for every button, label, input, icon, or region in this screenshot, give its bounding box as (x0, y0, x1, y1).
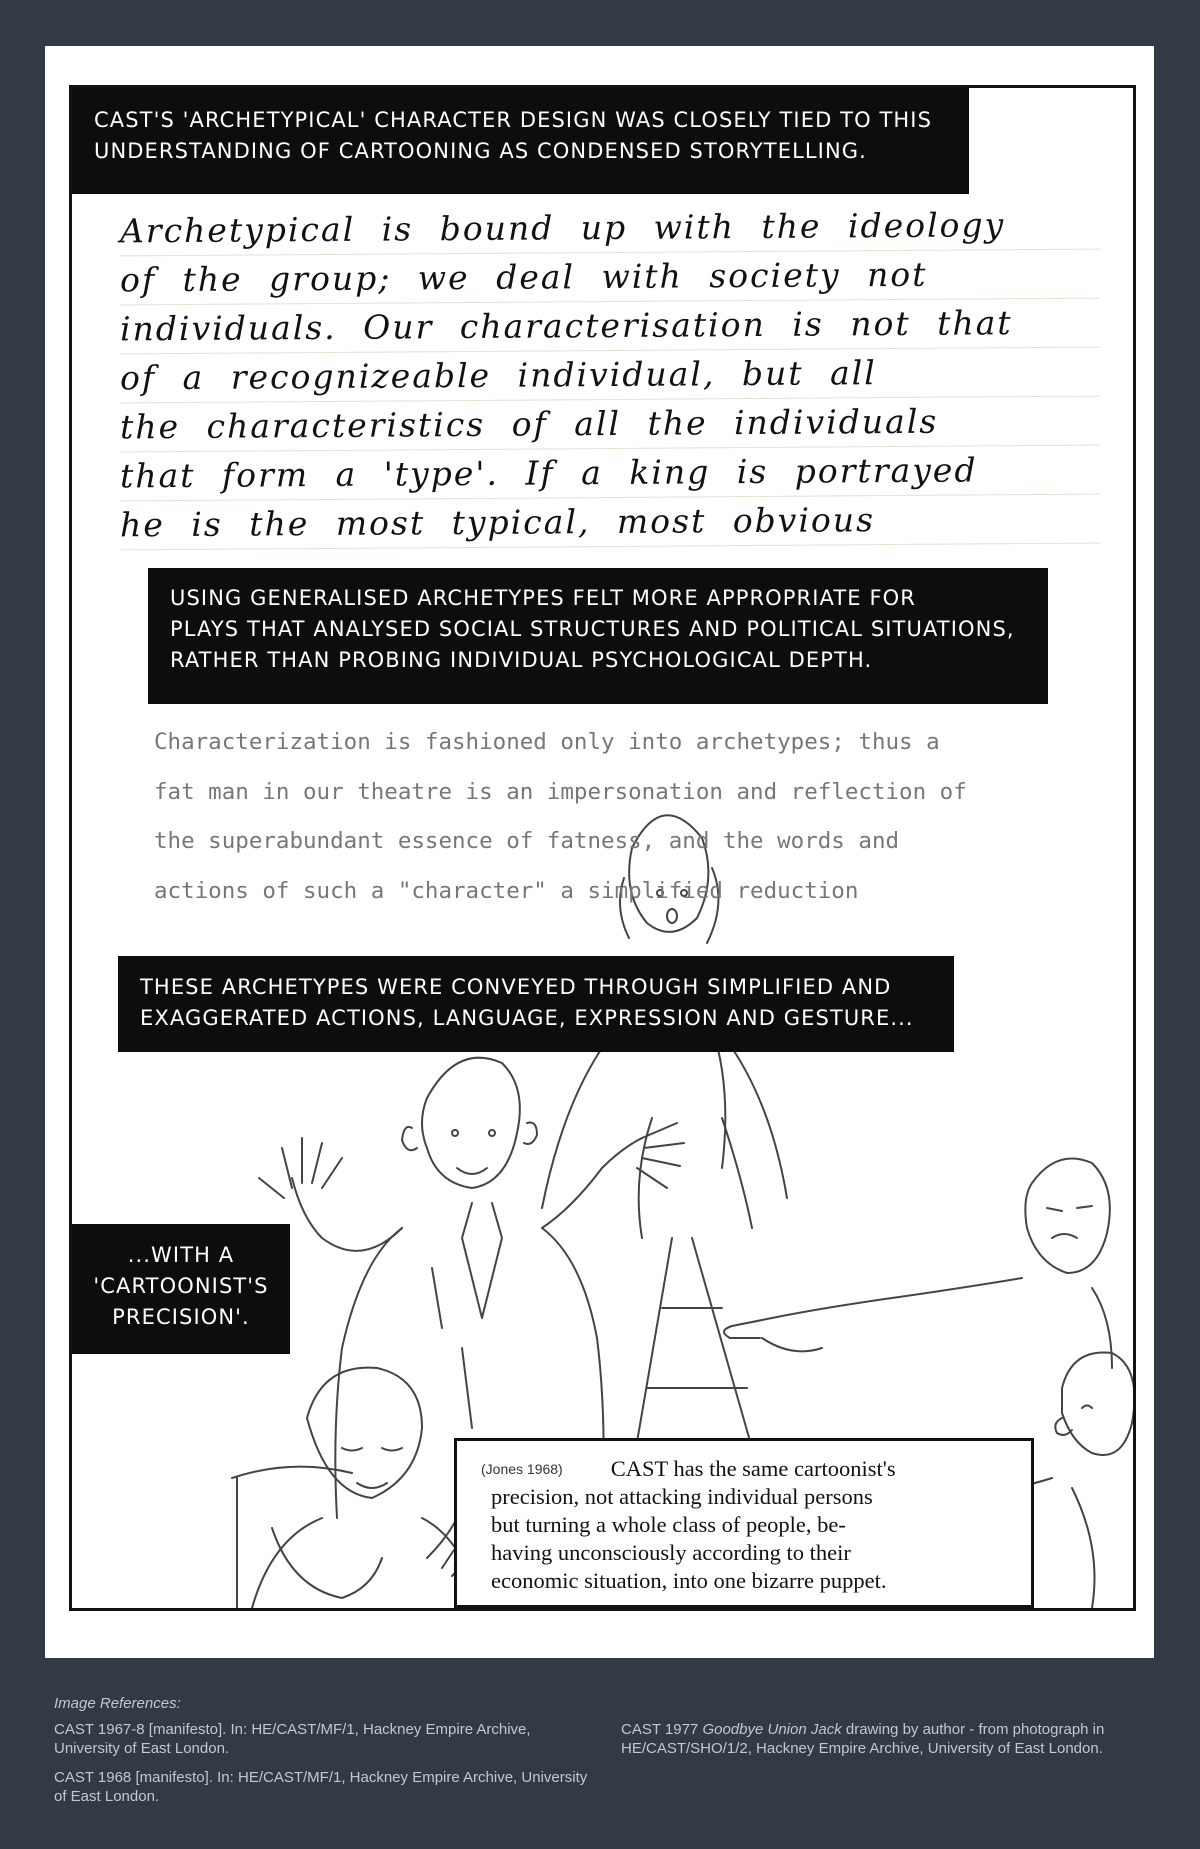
typed-line: Characterization is fashioned only into archetypes; thus a (154, 729, 940, 755)
quote-first-line (481, 1455, 1011, 1483)
typed-line: fat man in our theatre is an impersonation and reflection of (154, 778, 967, 805)
image-references (54, 1690, 1154, 1840)
handwritten-line: the characteristics of all the individuals (120, 397, 1100, 453)
typed-line: the superabundant essence of fatness, and the words and (154, 828, 900, 854)
handwritten-line: that form a 'type'. If a king is portrayed (120, 446, 1100, 502)
seated-person-sketch (232, 1368, 482, 1608)
caption-cartoonists-precision: ...WITH A 'CARTOONIST'S PRECISION'. (72, 1224, 290, 1354)
typewritten-manifesto-excerpt (154, 718, 1114, 916)
quote-box-jones-1968 (454, 1438, 1034, 1608)
quote-line: precision, not attacking individual persons (491, 1484, 873, 1509)
quote-line: CAST has the same cartoonist's (610, 1456, 896, 1481)
reference-item: CAST 1968 [manifesto]. In: HE/CAST/MF/1, Hackney Empire Archive, University of East London. (54, 1769, 588, 1805)
quote-line: having unconsciously according to their (491, 1540, 851, 1565)
references-heading: Image References: (54, 1695, 181, 1712)
quote-reference: (Jones 1968) (481, 1461, 563, 1477)
reference-item: CAST 1967-8 [manifesto]. In: HE/CAST/MF/1, Hackney Empire Archive, University of East London. (54, 1721, 531, 1757)
caption-archetypical-design: CAST'S 'ARCHETYPICAL' CHARACTER DESIGN WAS CLOSELY TIED TO THIS UNDERSTANDING OF CARTOONING AS CONDENSED STORYTELLING. (72, 88, 969, 194)
pointing-man-sketch (724, 1159, 1112, 1369)
typed-line: actions of such a "character" a simplified reduction (154, 877, 859, 904)
handwritten-line: of the group; we deal with society not (120, 250, 1100, 306)
handwritten-line: individuals. Our characterisation is not that (120, 299, 1100, 355)
reference-prefix: CAST 1977 (621, 1721, 703, 1738)
quote-line: but turning a whole class of people, be- (491, 1512, 846, 1537)
quote-line: economic situation, into one bizarre puppet. (491, 1568, 887, 1593)
caption-generalised-archetypes: USING GENERALISED ARCHETYPES FELT MORE APPROPRIATE FOR PLAYS THAT ANALYSED SOCIAL STRUCTURES AND POLITICAL SITUATIONS, RATHER THAN PROBING INDIVIDUAL PSYCHOLOGICAL DEPTH. (148, 568, 1048, 704)
handwritten-line: Archetypical is bound up with the ideology (120, 201, 1100, 257)
handwritten-line: of a recognizeable individual, but all (120, 348, 1100, 404)
comic-page (45, 46, 1154, 1658)
reference-item (621, 1720, 1141, 1758)
reference-suffix: drawing by author - from photograph in HE/CAST/SHO/1/2, Hackney Empire Archive, University of East London. (621, 1721, 1105, 1757)
handwritten-line: he is the most typical, most obvious (120, 495, 1100, 551)
caption-exaggerated-actions: THESE ARCHETYPES WERE CONVEYED THROUGH SIMPLIFIED AND EXAGGERATED ACTIONS, LANGUAGE, EXPRESSION AND GESTURE... (118, 956, 954, 1052)
reference-title: Goodbye Union Jack (702, 1721, 842, 1738)
comic-panel (69, 85, 1136, 1611)
